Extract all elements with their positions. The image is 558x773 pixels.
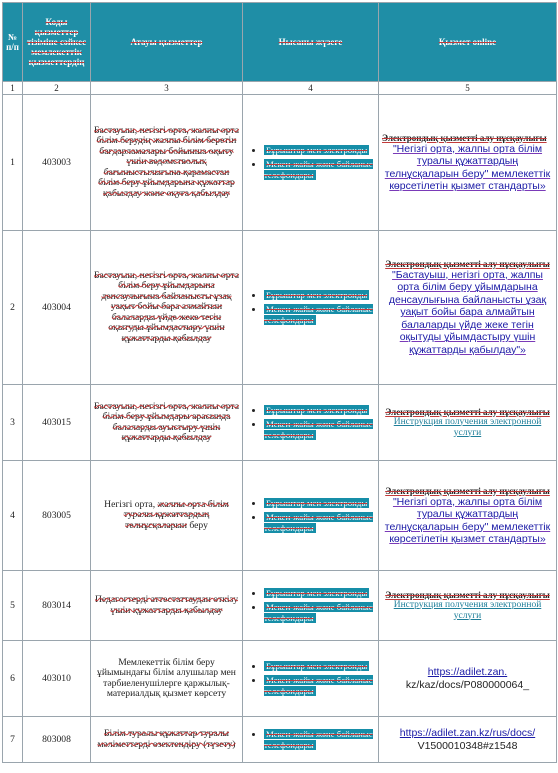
instruction-heading: Электрондық қызметті алу нұсқаулығы xyxy=(385,258,550,269)
format-list xyxy=(246,405,375,441)
table-row xyxy=(3,571,557,641)
service-name: Негізгі орта, жалпы орта білім туралы құжаттардың телнұсқаларын беру xyxy=(91,461,243,571)
col-number: 5 xyxy=(379,82,557,95)
service-standard-link[interactable]: "Негізгі орта, жалпы орта білім туралы құжаттардың телнұсқаларын беру" мемлекеттік көрсетілетін қызмет стандарты» xyxy=(384,142,551,192)
service-code: 403004 xyxy=(23,231,91,385)
format-option[interactable]: Мекен-жайы және байланыс телефондары xyxy=(264,511,373,533)
services-table xyxy=(2,2,557,763)
service-standard-link[interactable]: "Негізгі орта, жалпы орта білім туралы құжаттардың телнұсқаларын беру" мемлекеттік көрсетілетін қызмет стандарты» xyxy=(384,495,551,545)
format-list xyxy=(246,661,375,697)
table-row xyxy=(3,717,557,763)
instruction-heading: Электрондық қызметті алу нұсқаулығы xyxy=(385,589,550,600)
header-format: Нысаны жүзеге xyxy=(243,3,379,82)
service-name: Бастауыш, негізгі орта, жалпы орта білім берудің жалпы білім беретін бағдарламалары бойынша оқыту үшін ведомстволық бағыныстылығына қарамастан білім беру ұйымдарына құжаттар қабылдау және оқуға қабылдау xyxy=(94,124,239,199)
service-name: Бастауыш, негізгі орта, жалпы орта білім беру ұйымдары арасында балаларды ауыстыру үшін құжаттарды қабылдау xyxy=(94,400,239,443)
service-code: 403010 xyxy=(23,641,91,717)
service-name: Педагогтерді аттестаттаудан өткізу үшін құжаттарды қабылдау xyxy=(94,594,238,616)
format-option[interactable]: Бұрыштар мен электронды xyxy=(266,289,368,300)
service-name: Білім туралы құжаттар туралы мәліметтерді өзектендіру (түзету) xyxy=(97,728,236,750)
service-code: 803014 xyxy=(23,571,91,641)
service-code: 803008 xyxy=(23,717,91,763)
instruction-link[interactable]: Инструкция получения электронной услуги xyxy=(393,416,542,438)
instruction-heading: Электрондық қызметті алу нұсқаулығы xyxy=(385,406,550,417)
format-option[interactable]: Мекен-жайы және байланыс телефондары xyxy=(264,418,373,440)
row-number: 3 xyxy=(3,385,23,461)
instruction-heading: Электрондық қызметті алу нұсқаулығы xyxy=(385,485,550,496)
row-number: 1 xyxy=(3,95,23,231)
header-name: Атауы қызметтер xyxy=(91,3,243,82)
format-list xyxy=(246,498,375,534)
row-number: 4 xyxy=(3,461,23,571)
table-row xyxy=(3,461,557,571)
header-row xyxy=(3,3,557,82)
table-row xyxy=(3,231,557,385)
col-number: 3 xyxy=(91,82,243,95)
header-code: Коды қызметтер тізіміне сәйкес мемлекеттік қызметтердің xyxy=(23,3,91,82)
format-option[interactable]: Бұрыштар мен электронды xyxy=(266,587,368,598)
table-row xyxy=(3,95,557,231)
service-name: Мемлекеттік білім беру ұйымындағы білім алушылар мен тәрбиеленушілерге қаржылық-материалдық қызмет көрсету xyxy=(91,641,243,717)
legal-link[interactable]: https://adilet.zan. kz/kaz/docs/P080000064_ xyxy=(379,641,557,717)
format-option[interactable]: Мекен-жайы және байланыс телефондары xyxy=(264,728,373,750)
instruction-link[interactable]: Инструкция получения электронной услуги xyxy=(393,599,542,621)
format-option[interactable]: Мекен-жайы және байланыс телефондары xyxy=(264,601,373,623)
format-list xyxy=(246,290,375,326)
service-code: 403015 xyxy=(23,385,91,461)
format-option[interactable]: Бұрыштар мен электронды xyxy=(266,144,368,155)
format-list xyxy=(246,145,375,181)
format-option[interactable]: Мекен-жайы және байланыс телефондары xyxy=(264,303,373,325)
row-number: 5 xyxy=(3,571,23,641)
col-number: 4 xyxy=(243,82,379,95)
table-row xyxy=(3,641,557,717)
service-standard-link[interactable]: "Бастауыш, негізгі орта, жалпы орта білім беру ұйымдарына денсаулығына байланысты ұзақ уақыт бойы бара алмайтын балаларды үйде жеке тегін оқытуды ұйымдастыру үшін құжаттарды қабылдау"» xyxy=(388,268,547,356)
row-number: 7 xyxy=(3,717,23,763)
col-number: 1 xyxy=(3,82,23,95)
column-number-row xyxy=(3,82,557,95)
format-list xyxy=(246,588,375,624)
service-name: Бастауыш, негізгі орта, жалпы орта білім беру ұйымдарына денсаулығына байланысты ұзақ уақыт бойы бара алмайтын балаларды үйде жеке тегін оқытуды ұйымдастыру үшін құжаттарды қабылдау xyxy=(94,269,239,344)
format-option[interactable]: Мекен-жайы және байланыс телефондары xyxy=(264,674,373,696)
row-number: 6 xyxy=(3,641,23,717)
header-online: Қызмет online xyxy=(379,3,557,82)
format-option[interactable]: Мекен-жайы және байланыс телефондары xyxy=(264,158,373,180)
format-option[interactable]: Бұрыштар мен электронды xyxy=(266,404,368,415)
header-num: № п/п xyxy=(3,3,23,82)
format-option[interactable]: Бұрыштар мен электронды xyxy=(266,497,368,508)
service-code: 403003 xyxy=(23,95,91,231)
table-row xyxy=(3,385,557,461)
format-option[interactable]: Бұрыштар мен электронды xyxy=(266,660,368,671)
service-code: 803005 xyxy=(23,461,91,571)
legal-link[interactable]: https://adilet.zan.kz/rus/docs/ V1500010348#z1548 xyxy=(379,717,557,763)
format-list xyxy=(246,729,375,751)
instruction-heading: Электрондық қызметті алу нұсқаулығы xyxy=(382,132,547,143)
col-number: 2 xyxy=(23,82,91,95)
row-number: 2 xyxy=(3,231,23,385)
